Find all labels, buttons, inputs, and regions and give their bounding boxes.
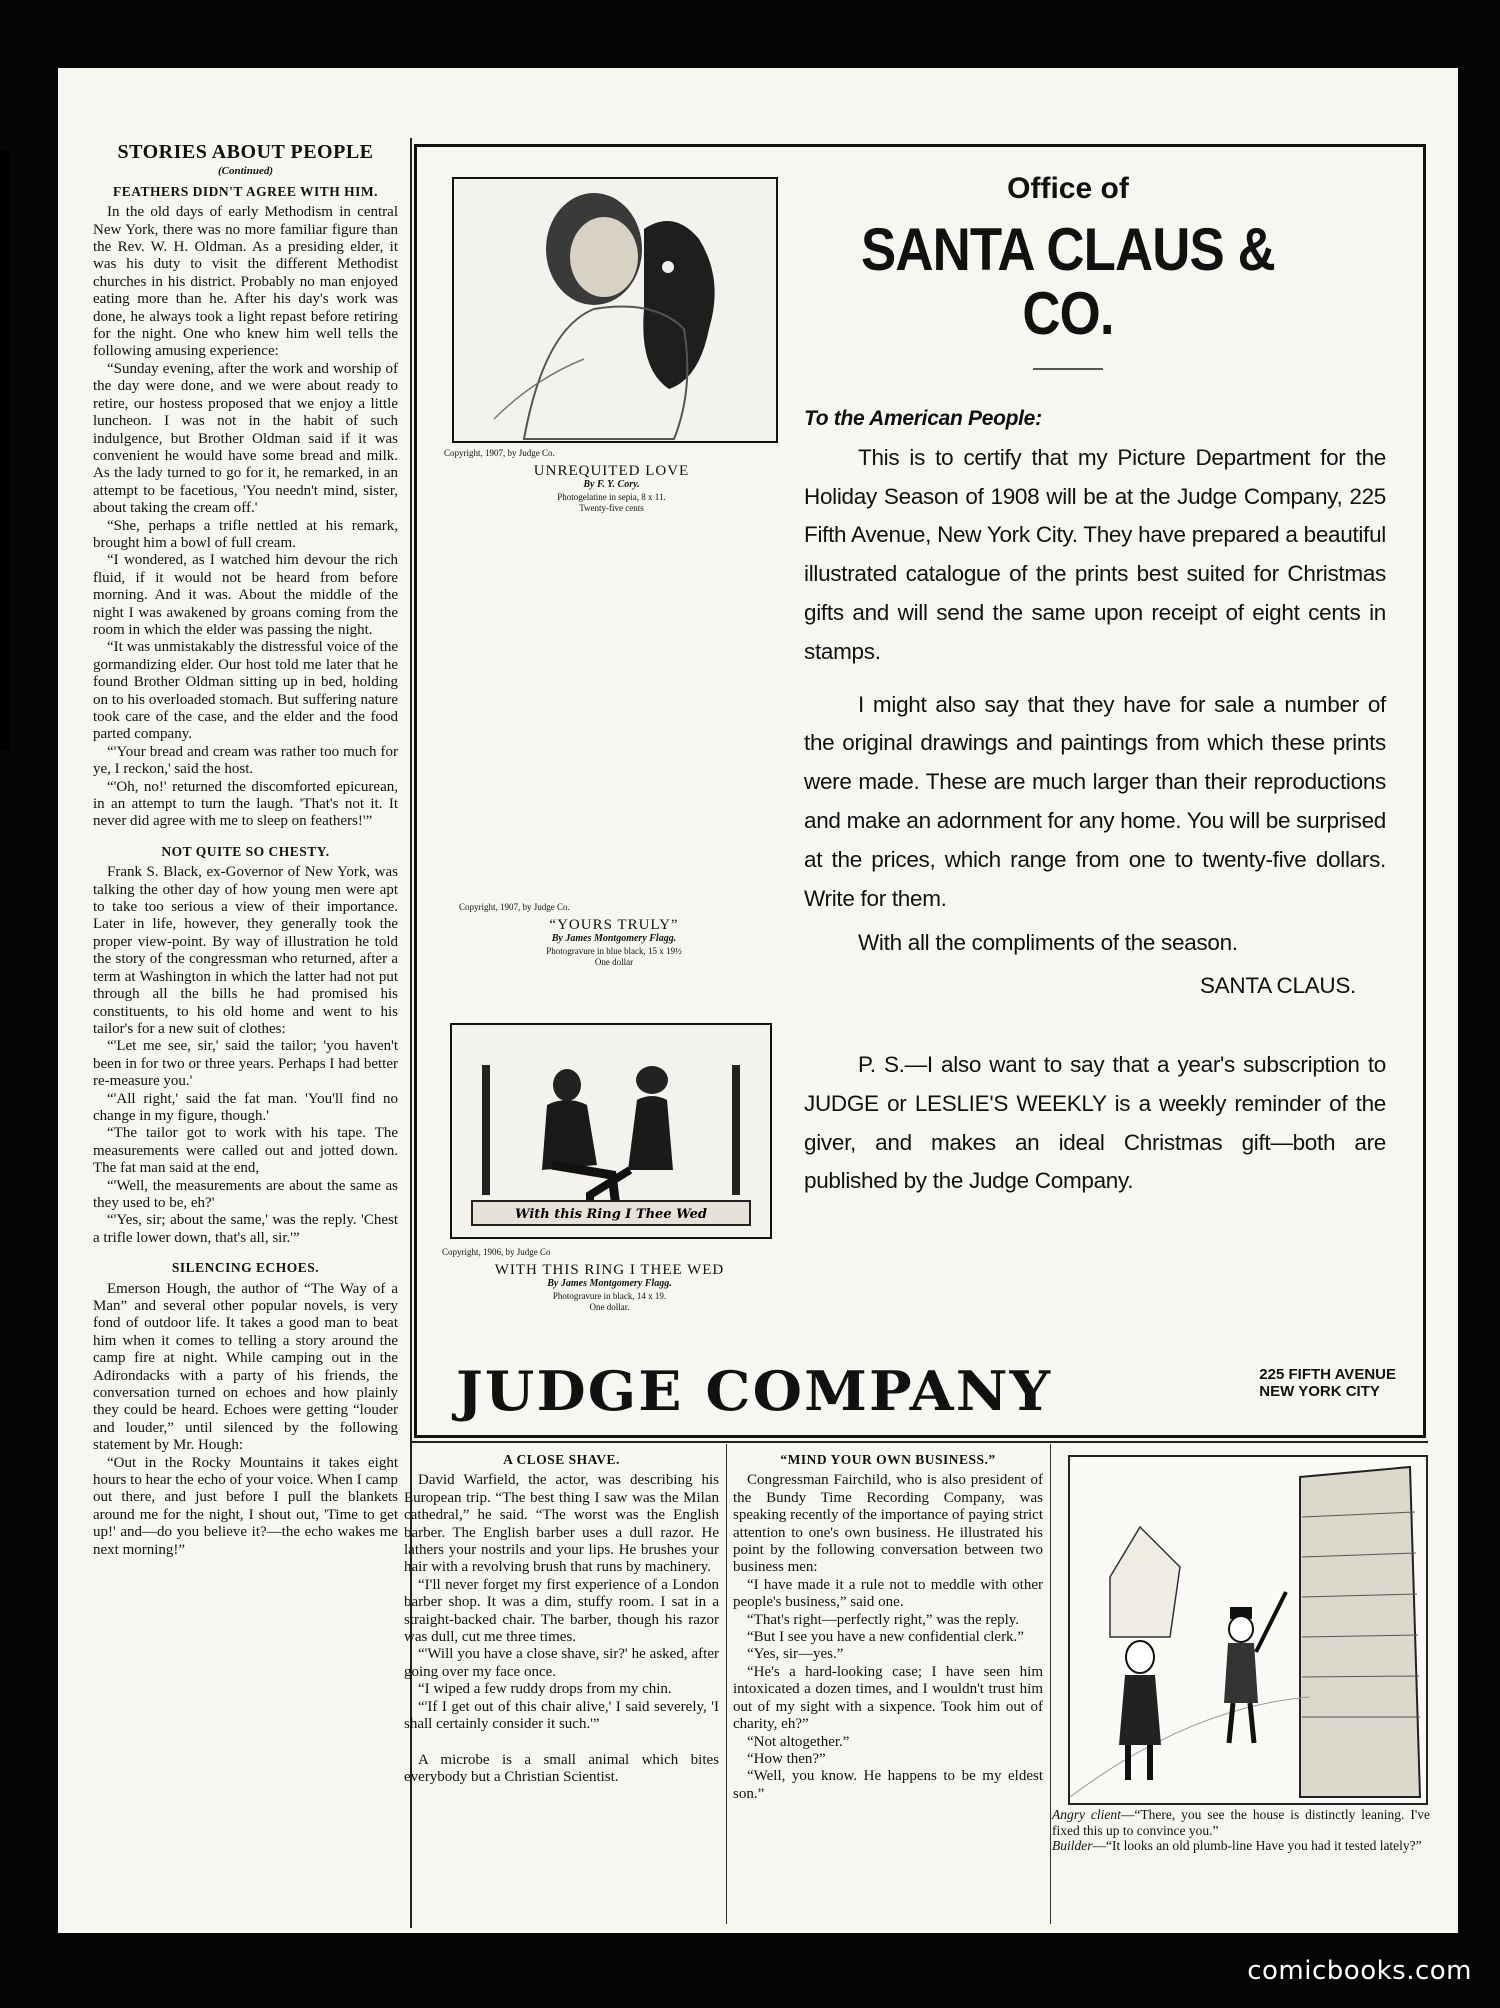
print-price: Twenty-five cents <box>579 503 644 513</box>
story-paragraph: “I have made it a rule not to meddle with other people's business,” said one. <box>733 1576 1043 1611</box>
letter-paragraph: I might also say that they have for sale a number of the original drawings and paintings from which these prints were made. These are much larger than their reproductions and make an adornment for any home. You will be surprised at the prices, which range from one to twenty-five dollars. Write for them. <box>804 691 1387 911</box>
print-price: One dollar. <box>589 1302 630 1312</box>
print-caption <box>442 1245 777 1313</box>
print-artist: By F. Y. Cory. <box>583 479 640 490</box>
ring-banner-text: With this Ring I Thee Wed <box>514 1207 708 1222</box>
print-title: UNREQUITED LOVE <box>533 463 690 479</box>
print-spec: Photogelatine in sepia, 8 x 11. <box>557 492 666 502</box>
address-line-1: 225 FIFTH AVENUE <box>1259 1366 1396 1383</box>
story-paragraph: “Well, you know. He happens to be my eldest son.” <box>733 1768 1043 1802</box>
print-title: WITH THIS RING I THEE WED <box>494 1262 725 1278</box>
filler-item: A microbe is a small animal which bites everybody but a Christian Scientist. <box>404 1751 719 1785</box>
office-of-line: Office of <box>1007 172 1129 205</box>
print-price: One dollar <box>594 957 634 967</box>
ad-header <box>778 172 1358 370</box>
story-paragraph: “But I see you have a new confidential clerk.” <box>747 1629 1024 1646</box>
judge-company-name: JUDGE COMPANY <box>456 1359 1053 1423</box>
story-paragraph: “The tailor got to work with his tape. The measurements were called out and jotted down. The fat man said at the end, <box>93 1125 398 1177</box>
story-paragraph: “Not altogether.” <box>747 1733 850 1750</box>
continued-note: (Continued) <box>217 165 273 178</box>
story-paragraph: “Out in the Rocky Mountains it takes eight hours to hear the echo of your voice. When I camp out there, and just before I pull the blankets around me for the night, I shout out, 'Time to get up!' and—do you believe it?—the echo wakes me next morning!” <box>93 1454 398 1558</box>
signature: SANTA CLAUS. <box>1199 973 1356 999</box>
postscript: P. S.—I also want to say that a year's subscription to JUDGE or LESLIE'S WEEKLY is a weekly reminder of the giver, and makes an ideal Christmas gift—both are published by the Judge Company. <box>804 1051 1386 1194</box>
story-paragraph: “'Will you have a close shave, sir?' he asked, after going over my face once. <box>404 1646 719 1680</box>
story-paragraph: “That's right—perfectly right,” was the reply. <box>747 1611 1020 1628</box>
cartoon-line: —“There, you see the house is distinctly leaning. I've fixed this up to convince you.” <box>1052 1807 1430 1838</box>
cartoon-caption <box>1052 1807 1430 1854</box>
newspaper-page <box>58 68 1458 1933</box>
story-title: A CLOSE SHAVE. <box>503 1452 620 1467</box>
story-paragraph: “'Let me see, sir,' said the tailor; 'you haven't been in for two or three years. Perhaps I had better re-measure you.' <box>93 1038 398 1090</box>
story-paragraph: “'If I get out of this chair alive,' I said severely, 'I shall certainly consider it such.'” <box>404 1698 719 1733</box>
story-paragraph: “How then?” <box>747 1750 826 1767</box>
story-paragraph: “I wondered, as I watched him devour the rich fluid, if it would not be heard from before morning. And it was. About the middle of the night I was awakened by groans coming from the room in which the elder was passing the night. <box>93 552 398 638</box>
scan-edge <box>0 150 10 750</box>
story-title: “MIND YOUR OWN BUSINESS.” <box>780 1452 996 1467</box>
print-copyright: Copyright, 1906, by Judge Co <box>442 1247 551 1257</box>
ad-letter <box>804 400 1386 1201</box>
story-title: SILENCING ECHOES. <box>171 1260 320 1276</box>
print-copyright: Copyright, 1907, by Judge Co. <box>444 448 555 458</box>
story-paragraph: Emerson Hough, the author of “The Way of a Man” and several other popular novels, is very fond of outdoor life. It takes a good man to beat him when it comes to telling a story around the camp fire at night. While camping out in the Adirondacks with a party of his friends, the conversation turned on echoes and how plainly they could be heard. Echoes were getting “louder and louder,” until silenced by the following statement by Mr. Hough: <box>93 1280 398 1454</box>
story-paragraph: “'Oh, no!' returned the discomforted epicurean, in an attempt to turn the laugh. 'That's not it. It never did agree with me to sleep on feathers!'” <box>93 778 398 830</box>
stories-column <box>93 141 398 1924</box>
salutation: To the American People: <box>804 407 1042 430</box>
story-title: FEATHERS DIDN'T AGREE WITH HIM. <box>113 183 378 199</box>
story-paragraph: In the old days of early Methodism in central New York, there was no more familiar figure than the Rev. W. H. Oldman. As a presiding elder, it was his duty to visit the different Methodist churches in his district. Probably no man enjoyed eating more than he. After his day's work was done, he always took a light repast before retiring for the night. One who knew him well tells the following amusing experience: <box>93 204 398 360</box>
story-paragraph: “'All right,' said the fat man. 'You'll find no change in my figure, though.' <box>93 1090 398 1124</box>
print-spec: Photogravure in blue black, 15 x 19½ <box>546 946 682 956</box>
story-paragraph: “She, perhaps a trifle nettled at his remark, brought him a bowl of full cream. <box>93 517 398 551</box>
column-rule <box>726 1444 727 1924</box>
print-artist: By James Montgomery Flagg. <box>547 1278 672 1289</box>
story-paragraph: “'Your bread and cream was rather too much for ye, I reckon,' said the host. <box>93 743 398 778</box>
story-paragraph: “Sunday evening, after the work and worship of the day were done, and we were about ready to retire, our hostess proposed that we enjoy a little luncheon. I was not in the habit of such indulgence, but Brother Oldman said if it was convenient he would have some bread and milk. As the lady turned to go for it, he remarked, in an attempt to be facetious, 'You needn't mind, sister, about taking the cream off.' <box>93 360 398 517</box>
close-shave-column <box>404 1451 719 1786</box>
section-rule <box>412 1441 1428 1443</box>
story-paragraph: “It was unmistakably the distressful voice of the gormandizing elder. Our host told me later that he found Brother Oldman sitting up in bed, holding on to his overloaded stomach. But suffering nature took care of the case, and the elder and the food parted company. <box>93 639 398 743</box>
print-copyright: Copyright, 1907, by Judge Co. <box>459 902 570 912</box>
print-with-this-ring-illustration <box>450 1023 772 1239</box>
print-spec: Photogravure in black, 14 x 19. <box>552 1291 667 1301</box>
address-line-2: NEW YORK CITY <box>1259 1383 1380 1400</box>
header-rule <box>1033 368 1103 370</box>
print-caption <box>444 446 779 514</box>
section-heading: STORIES ABOUT PEOPLE <box>117 141 374 163</box>
own-business-column <box>733 1451 1043 1803</box>
story-paragraph: “Yes, sir—yes.” <box>747 1646 844 1663</box>
column-rule <box>1050 1444 1051 1924</box>
story-paragraph: Congressman Fairchild, who is also president of the Bundy Time Recording Company, was speaking recently of the importance of paying strict attention to one's own business. He illustrated his point by the following conversation between two business men: <box>733 1472 1043 1576</box>
print-unrequited-love-illustration <box>452 177 778 443</box>
story-paragraph: “I wiped a few ruddy drops from my chin. <box>418 1681 672 1698</box>
cartoon-speaker: Angry client <box>1052 1807 1121 1822</box>
letter-paragraph: This is to certify that my Picture Department for the Holiday Season of 1908 will be at the Judge Company, 225 Fifth Avenue, New York City. They have prepared a beautiful illustrated catalogue of the prints best suited for Christmas gifts and will send the same upon receipt of eight cents in stamps. <box>804 444 1386 664</box>
story-title: NOT QUITE SO CHESTY. <box>161 843 330 859</box>
story-paragraph: “I'll never forget my first experience of a London barber shop. It was a dim, stuffy room. I sat in a straight-backed chair. The barber, though his razor was dull, cut me three times. <box>404 1576 719 1646</box>
watermark: comicbooks.com <box>1247 1956 1472 1986</box>
story-paragraph: “He's a hard-looking case; I have seen him intoxicated a dozen times, and I wouldn't trust him out of my sight with a sixpence. Took him out of charity, eh?” <box>733 1663 1043 1733</box>
judge-company-address <box>1259 1366 1396 1400</box>
print-artist: By James Montgomery Flagg. <box>551 933 677 944</box>
story-paragraph: Frank S. Black, ex-Governor of New York, was talking the other day of how young men were apt to take too serious a view of their importance. Later in life, however, they generally took the proper view-point. By way of illustration he told the story of the congressman who returned, after a term at Washington in which the latter had not put through all the bills he had promised his constituents, to his old home and went to his tailor's for a new suit of clothes: <box>93 864 398 1037</box>
print-title: “YOURS TRULY” <box>549 917 679 933</box>
story-paragraph: “'Well, the measurements are about the same as they used to be, eh?' <box>93 1177 398 1211</box>
print-caption <box>459 900 769 968</box>
santa-claus-company: SANTA CLAUS & CO. <box>861 216 1275 347</box>
story-paragraph: David Warfield, the actor, was describing his European trip. “The best thing I saw was the Milan cathedral,” he said. “The worst was the English barber. The English barber uses a dull razor. He lathers your nostrils and your lips. He brushes your hair with a revolving brush that runs by machinery. <box>404 1472 719 1576</box>
judge-company-footer <box>456 1359 1396 1423</box>
cartoon-speaker: Builder <box>1052 1838 1093 1853</box>
story-paragraph: “'Yes, sir; about the same,' was the reply. 'Chest a trifle lower down, that's all, sir.'” <box>93 1212 398 1246</box>
letter-paragraph: With all the compliments of the season. <box>858 930 1238 956</box>
leaning-house-cartoon <box>1068 1455 1428 1805</box>
cartoon-line: —“It looks an old plumb-line Have you had it tested lately?” <box>1092 1838 1422 1853</box>
